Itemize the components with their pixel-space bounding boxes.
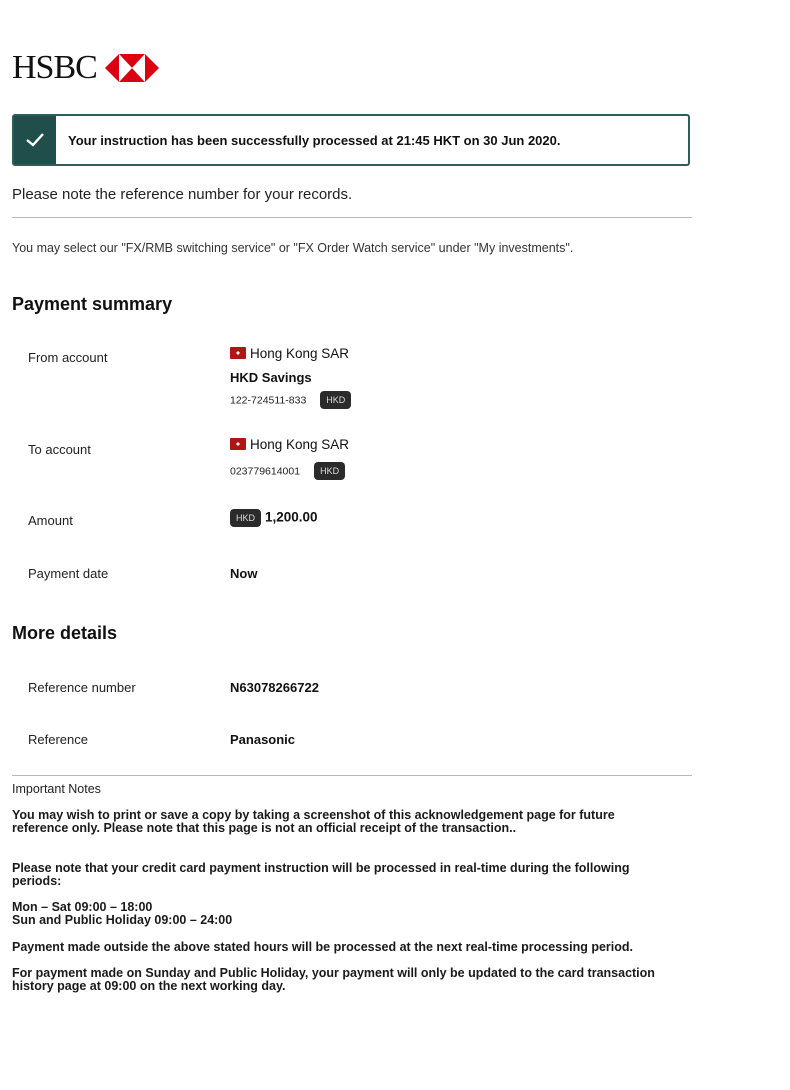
- note-screenshot: You may wish to print or save a copy by taking a screenshot of this acknowledgement page for future reference only. Please note that this page is not an official receipt of the transaction..: [12, 808, 615, 835]
- success-message: Your instruction has been successfully processed at 21:45 HKT on 30 Jun 2020.: [68, 132, 561, 148]
- from-account-name: HKD Savings: [230, 370, 312, 385]
- to-account-number-row: [230, 462, 345, 480]
- note-outside-hours: Payment made outside the above stated hours will be processed at the next real-time processing period.: [12, 940, 634, 954]
- from-account-region: [230, 346, 349, 361]
- note-hours-holiday: Sun and Public Holiday 09:00 – 24:00: [12, 913, 233, 927]
- amount-value: 1,200.00: [265, 509, 318, 525]
- note-hours-weekday: Mon – Sat 09:00 – 18:00: [12, 900, 153, 914]
- currency-badge: HKD: [230, 509, 261, 527]
- important-notes-title: Important Notes: [12, 782, 101, 796]
- success-banner: [12, 114, 690, 166]
- payment-date-label: Payment date: [28, 566, 109, 581]
- brand-name: HSBC: [12, 49, 97, 86]
- fx-service-note: You may select our "FX/RMB switching service" or "FX Order Watch service" under "My investments".: [12, 241, 574, 255]
- to-account-label: To account: [28, 442, 91, 457]
- reference-number-value: N63078266722: [230, 680, 319, 695]
- from-account-number: 122-724511-833: [230, 394, 307, 407]
- to-account-region: [230, 437, 349, 452]
- check-icon: [25, 132, 45, 148]
- reference-label: Reference: [28, 732, 88, 747]
- payment-date-value: Now: [230, 566, 258, 581]
- region-label: Hong Kong SAR: [250, 437, 350, 452]
- note-sunday-holiday: For payment made on Sunday and Public Holiday, your payment will only be updated to the card transaction history page at 09:00 on the next working day.: [12, 966, 655, 993]
- success-tick-panel: [14, 116, 56, 164]
- currency-badge: HKD: [314, 462, 345, 480]
- more-details-title: More details: [12, 623, 118, 643]
- divider: [12, 217, 692, 218]
- payment-summary-title: Payment summary: [12, 294, 173, 314]
- currency-badge: HKD: [320, 391, 351, 409]
- from-account-number-row: [230, 391, 351, 409]
- amount-label: Amount: [28, 513, 73, 528]
- hong-kong-flag-icon: [230, 347, 246, 359]
- note-realtime: Please note that your credit card payment instruction will be processed in real-time during the following periods:: [12, 861, 630, 888]
- from-account-label: From account: [28, 350, 108, 365]
- hsbc-logo: [12, 50, 159, 86]
- reference-number-label: Reference number: [28, 680, 136, 695]
- to-account-number: 023779614001: [230, 465, 301, 478]
- hsbc-hexagon-icon: [105, 52, 159, 84]
- region-label: Hong Kong SAR: [250, 346, 350, 361]
- hong-kong-flag-icon: [230, 438, 246, 450]
- reference-value: Panasonic: [230, 732, 296, 747]
- reference-note: Please note the reference number for your records.: [12, 186, 353, 203]
- amount-value-row: [230, 509, 318, 527]
- divider: [12, 775, 692, 776]
